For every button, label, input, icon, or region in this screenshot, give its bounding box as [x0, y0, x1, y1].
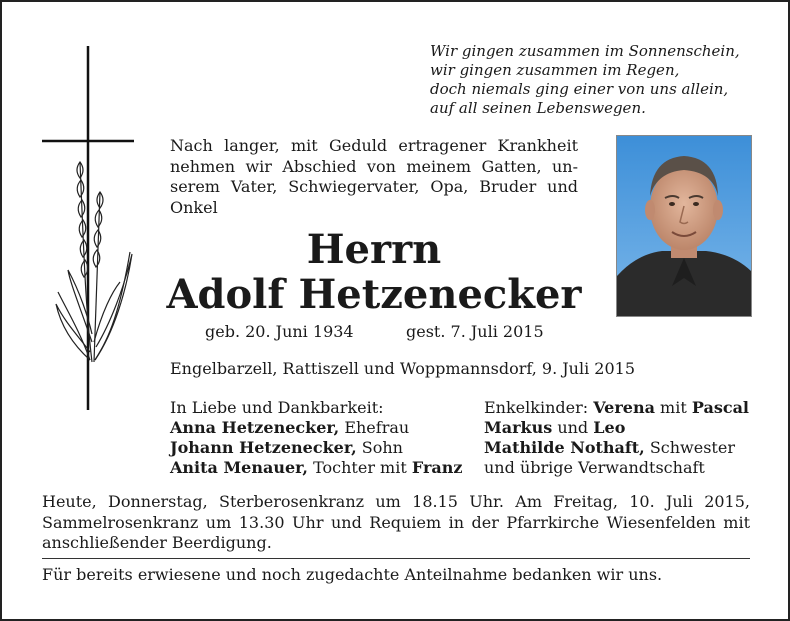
- mourner-entry: [170, 458, 462, 478]
- mourner-name: Anita Menauer,: [170, 458, 308, 477]
- poem: [430, 42, 760, 118]
- grandchild-name: Markus: [484, 418, 553, 437]
- grandchildren-label: Enkelkinder:: [484, 398, 594, 417]
- intro-line: Nach langer, mit Geduld ertragener Krankheit: [170, 136, 578, 155]
- details-line: Heute, Donnerstag, Sterberosenkranz um 18.15 Uhr. Am Freitag, 10. Juli 2015,: [42, 492, 750, 511]
- intro-line: nehmen wir Abschied von meinem Gatten, un-: [170, 156, 578, 176]
- mourners-left: [170, 398, 462, 478]
- mourner-name: Mathilde Nothaft,: [484, 438, 645, 457]
- mourner-relation: Sohn: [356, 438, 403, 457]
- death-date: gest. 7. Juli 2015: [406, 322, 544, 341]
- deceased-name: Adolf Hetzenecker: [166, 271, 582, 318]
- grandchild-name: Pascal: [691, 398, 750, 417]
- cross-with-wheat-icon: [40, 42, 140, 412]
- mourner-entry: [170, 418, 462, 438]
- place-date: Engelbarzell, Rattiszell und Woppmannsdorf, 9. Juli 2015: [170, 359, 636, 378]
- mourner-entry: [484, 438, 749, 458]
- birth-date: geb. 20. Juni 1934: [205, 322, 354, 341]
- intro-line: serem Vater, Schwiegervater, Opa, Bruder und: [170, 177, 578, 196]
- service-details: [42, 492, 750, 554]
- grandchild-name: Verena: [593, 398, 655, 417]
- mourner-name: Anna Hetzenecker,: [170, 418, 340, 437]
- details-line: anschließender Beerdigung.: [42, 533, 272, 552]
- mourner-partner: Franz: [411, 458, 463, 477]
- divider: [42, 558, 750, 559]
- portrait-photo: [616, 135, 752, 317]
- grandchildren-line: [484, 418, 749, 438]
- details-line: Sammelrosenkranz um 13.30 Uhr und Requiem in der Pfarrkirche Wiesenfelden mit: [42, 512, 750, 532]
- grandchildren-line: [484, 398, 749, 418]
- mourners-intro: In Liebe und Dankbarkeit:: [170, 398, 384, 417]
- intro-line: Onkel: [170, 197, 218, 217]
- mourners-right: [484, 398, 749, 478]
- connector: und: [552, 418, 594, 437]
- poem-line: Wir gingen zusammen im Sonnenschein,: [430, 42, 740, 60]
- mourner-name: Johann Hetzenecker,: [170, 438, 357, 457]
- grandchild-name: Leo: [593, 418, 626, 437]
- other-relatives: und übrige Verwandtschaft: [484, 458, 705, 477]
- mourner-relation: Tochter mit: [308, 458, 412, 477]
- mourner-entry: [170, 438, 462, 458]
- thanks-text: Für bereits erwiesene und noch zugedachte Anteilnahme bedanken wir uns.: [42, 565, 663, 584]
- mourner-relation: Schwester: [644, 438, 735, 457]
- intro-text: [170, 136, 578, 218]
- poem-line: doch niemals ging einer von uns allein,: [430, 80, 729, 98]
- mourner-relation: Ehefrau: [339, 418, 410, 437]
- salutation: Herrn: [306, 226, 442, 273]
- poem-line: wir gingen zusammen im Regen,: [430, 61, 680, 79]
- connector: mit: [654, 398, 692, 417]
- poem-line: auf all seinen Lebenswegen.: [430, 99, 646, 117]
